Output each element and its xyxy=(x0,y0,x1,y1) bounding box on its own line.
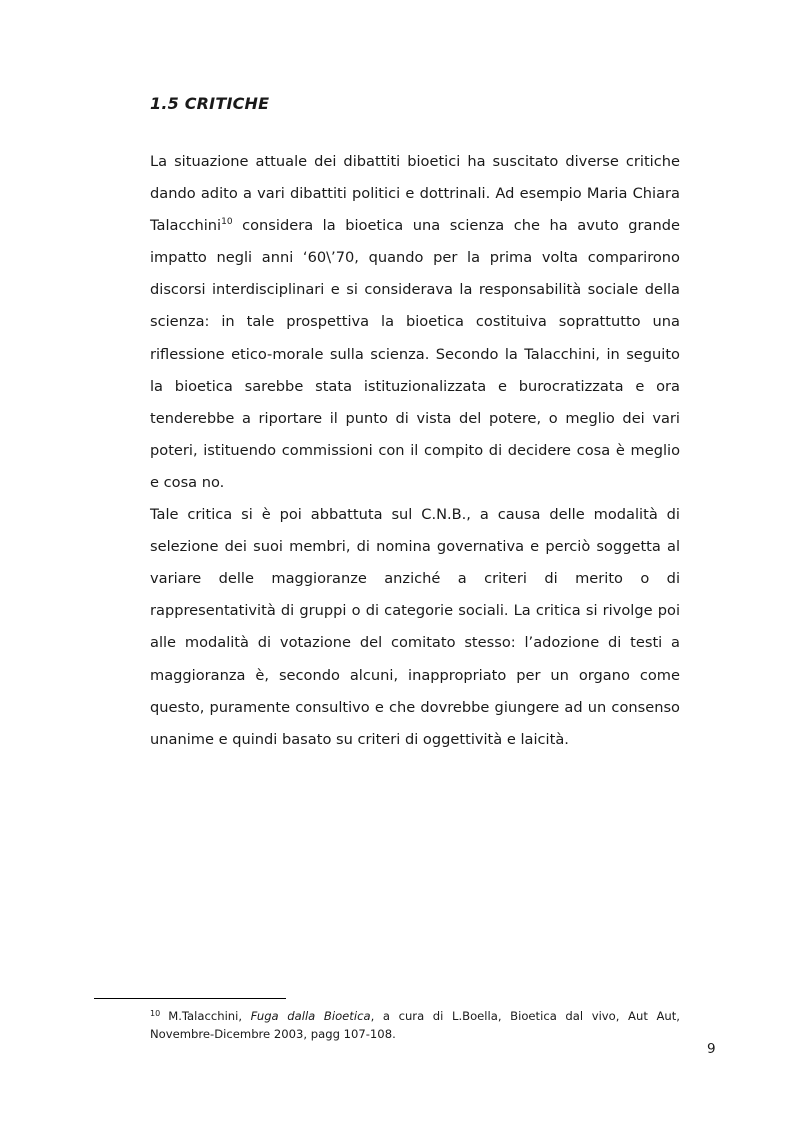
footnote-author: M.Talacchini, xyxy=(168,1009,251,1023)
footnote-work-title: Fuga dalla Bioetica xyxy=(250,1009,371,1023)
footnote-number: 10 xyxy=(150,1009,161,1018)
footnote-details: , a cura di L.Boella, Bioetica dal vivo, Aut Aut, Novembre-Dicembre 2003, pagg 107-108. xyxy=(150,1009,680,1041)
paragraph-1-text-start: La situazione attuale dei dibattiti bioetici ha suscitato diverse critiche dando adito a vari dibattiti politici e dottrinali. Ad esempio Maria Chiara Talacchini xyxy=(150,153,680,235)
paragraph-2: Tale critica si è poi abbattuta sul C.N.B., a causa delle modalità di selezione dei suoi membri, di nomina governativa e perciò soggetta al variare delle maggioranze anziché a criteri di merito o di rappresentatività di gruppi o di categorie sociali. La critica si rivolge poi alle modalità di votazione del comitato stesso: l’adozione di testi a maggioranza è, secondo alcuni, inappropriato per un organo come questo, puramente consultivo e che dovrebbe giungere ad un consenso unanime e quindi basato su criteri di oggettività e laicità. xyxy=(150,506,680,748)
paragraph-1-text-end: considera la bioetica una scienza che ha avuto grande impatto negli anni ‘60\’70, quando per la prima volta comparirono discorsi interdisciplinari e si considerava la responsabilità sociale della scienza: in tale prospettiva la bioetica costituiva soprattutto una riflessione etico-morale sulla scienza. Secondo la Talacchini, in seguito la bioetica sarebbe stata istituzionalizzata e burocratizzata e ora tenderebbe a riportare il punto di vista del potere, o meglio dei vari poteri, istituendo commissioni con il compito di decidere cosa è meglio e cosa no. xyxy=(150,217,680,491)
footnote xyxy=(150,1007,680,1043)
footnote-separator xyxy=(94,998,286,999)
footnote-reference: 10 xyxy=(221,217,233,228)
page-number: 9 xyxy=(707,1041,716,1057)
paragraph-1 xyxy=(150,146,680,499)
section-heading: 1.5 CRITICHE xyxy=(150,94,270,113)
body-text xyxy=(150,146,680,756)
